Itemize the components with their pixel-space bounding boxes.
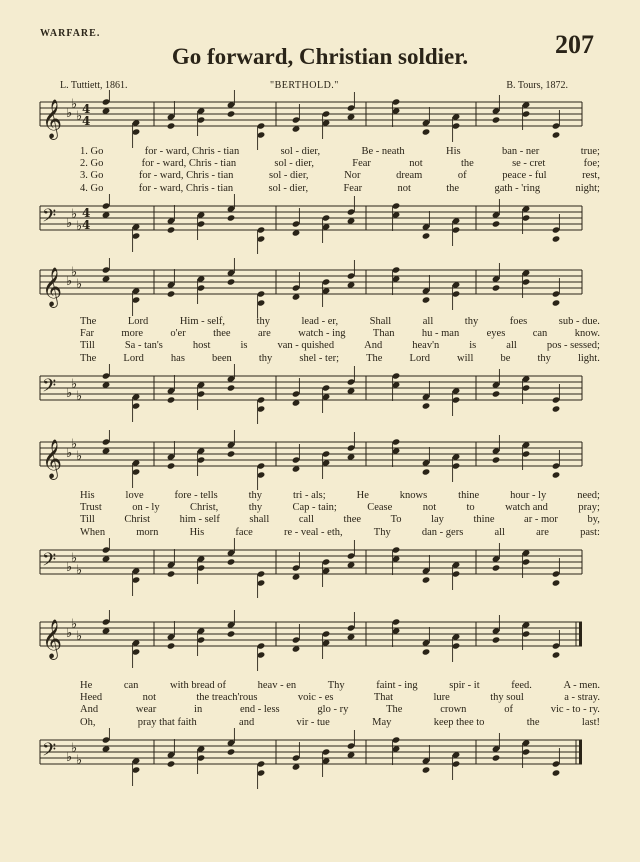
lyric-syllable: And [364, 340, 383, 352]
lyric-syllable: been [211, 352, 232, 364]
lyric-syllable: is [240, 340, 248, 352]
bass-clef-icon: 𝄢 [42, 550, 57, 575]
flat-icon: ♭ [66, 216, 73, 231]
lyric-syllable: 4. Go [80, 182, 104, 194]
lyric-syllable: can [123, 680, 139, 691]
lyric-syllable: all [494, 526, 505, 538]
lyric-syllable: Sa - tan's [124, 340, 163, 352]
lyric-syllable: not [397, 182, 411, 194]
lyric-syllable: last! [581, 716, 600, 728]
bass-clef-icon: 𝄢 [42, 740, 57, 765]
staff-lines [40, 442, 582, 466]
lyric-verse-2 [80, 502, 600, 514]
lyric-syllable: watch - ing [298, 328, 346, 340]
lyric-syllable: know. [574, 328, 600, 340]
lyric-syllable: Till [80, 514, 95, 526]
lyric-syllable: Thy [373, 526, 391, 538]
lyric-syllable: Him - self, [179, 316, 226, 327]
lyric-syllable: spir - it [449, 680, 480, 691]
treble-clef-icon: 𝄞 [42, 439, 63, 479]
notehead [422, 402, 431, 409]
notehead [492, 456, 501, 463]
lyric-syllable: the [526, 716, 540, 728]
notehead [492, 564, 501, 571]
lyric-syllable: gath - 'ring [494, 182, 541, 194]
notehead [422, 232, 431, 239]
lyric-syllable: The [80, 352, 97, 364]
lyric-syllable: to [466, 502, 475, 514]
notehead [422, 648, 431, 655]
lyric-syllable: sol - dier, [268, 182, 309, 194]
lyric-syllable: The [386, 704, 403, 716]
flat-icon: ♭ [71, 265, 78, 280]
notehead [167, 570, 176, 577]
lyric-syllable: 2. Go [80, 158, 104, 170]
lyric-syllable: the treach'rous [196, 692, 258, 704]
treble-staff-3 [36, 430, 586, 490]
lyric-syllable: end - less [239, 704, 280, 716]
lyric-syllable: for - ward, Chris - tian [141, 158, 237, 170]
lyrics-block-4 [80, 680, 600, 729]
lyric-syllable: love [125, 490, 144, 501]
lyric-syllable: the [460, 158, 474, 170]
lyric-syllable: all [422, 316, 434, 327]
lyric-syllable: Be - neath [361, 146, 405, 157]
notehead [492, 116, 501, 123]
lyric-syllable: The [366, 352, 383, 364]
lyric-syllable: host [192, 340, 211, 352]
lyric-syllable: by, [587, 514, 600, 526]
lyric-syllable: heav - en [257, 680, 297, 691]
notehead [552, 299, 561, 306]
final-barline [579, 622, 582, 646]
lyric-syllable: Than [372, 328, 395, 340]
bass-clef-icon: 𝄢 [42, 376, 57, 401]
lyric-syllable: eyes [486, 328, 506, 340]
lyric-syllable: Trust [80, 502, 102, 514]
lyric-syllable: van - quished [277, 340, 335, 352]
flat-icon: ♭ [76, 563, 83, 578]
section-label: WARFARE. [40, 28, 101, 39]
treble-clef-icon: 𝄞 [42, 619, 63, 659]
notehead [552, 579, 561, 586]
lyric-syllable: To [390, 514, 402, 526]
notehead [167, 760, 176, 767]
lyric-syllable: fore - tells [174, 490, 218, 501]
lyric-verse-4 [80, 183, 600, 195]
flat-icon: ♭ [71, 617, 78, 632]
tune-name: "BERTHOLD." [270, 80, 339, 91]
lyrics-block-1 [80, 146, 600, 195]
lyric-syllable: will [457, 352, 474, 364]
lyric-verse-1 [80, 680, 600, 692]
staff-lines [40, 376, 582, 400]
notehead [167, 462, 176, 469]
lyric-syllable: When [80, 526, 106, 538]
time-signature: 4 [82, 114, 91, 128]
lyric-syllable: sub - due. [558, 316, 600, 327]
lyric-syllable: thy [537, 352, 551, 364]
lyric-syllable: is [469, 340, 477, 352]
treble-staff-4 [36, 610, 586, 674]
lyric-syllable: Christ [124, 514, 151, 526]
lyric-syllable: re - veal - eth, [284, 526, 343, 538]
lyric-syllable: pos - sessed; [546, 340, 600, 352]
lyric-syllable: vir - tue [296, 716, 330, 728]
lyric-syllable: watch and [505, 502, 548, 514]
lyric-syllable: Christ, [190, 502, 219, 514]
hymn-title: Go forward, Christian soldier. [171, 44, 469, 69]
lyric-syllable: His [80, 490, 95, 501]
lyric-syllable: sol - dier, [274, 158, 314, 170]
lyric-syllable: of [504, 704, 513, 716]
notehead [492, 390, 501, 397]
lyric-syllable: not [142, 692, 156, 704]
notehead [227, 384, 236, 391]
notehead [167, 122, 176, 129]
lyric-syllable: shall [249, 514, 270, 526]
lyric-syllable: hour - ly [510, 490, 547, 501]
notehead [422, 576, 431, 583]
lyric-syllable: of [457, 170, 467, 182]
notehead [552, 471, 561, 478]
lyric-syllable: past: [580, 526, 600, 538]
lyric-verse-1 [80, 316, 600, 328]
lyric-syllable: sol - dier, [280, 146, 321, 157]
lyric-syllable: knows [399, 490, 428, 501]
bass-staff-3 [36, 538, 586, 598]
lyric-syllable: not [422, 502, 437, 514]
flat-icon: ♭ [71, 377, 78, 392]
lyric-syllable: thee [343, 514, 362, 526]
lyric-syllable: thee [213, 328, 231, 340]
lyric-syllable: heav'n [412, 340, 440, 352]
lyric-syllable: wear [135, 704, 157, 716]
lyric-syllable: 3. Go [80, 170, 104, 182]
lyric-verse-2 [80, 328, 600, 340]
notehead [167, 396, 176, 403]
notehead [227, 278, 236, 285]
lyric-syllable: Lord [123, 352, 144, 364]
lyric-syllable: more [121, 328, 143, 340]
lyric-syllable: thy [256, 316, 270, 327]
lyric-syllable: all [506, 340, 517, 352]
lyric-syllable: And [80, 704, 99, 716]
lyric-syllable: for - ward, Chris - tian [138, 170, 234, 182]
lyric-syllable: ban - ner [501, 146, 540, 157]
notehead [492, 636, 501, 643]
flat-icon: ♭ [76, 753, 83, 768]
flat-icon: ♭ [76, 109, 83, 124]
lyric-syllable: him - self [179, 514, 220, 526]
lyric-syllable: thy [248, 502, 263, 514]
lyric-syllable: not [409, 158, 423, 170]
flat-icon: ♭ [76, 219, 83, 234]
notehead [422, 766, 431, 773]
lyric-syllable: thine [473, 514, 495, 526]
lyric-syllable: morn [136, 526, 159, 538]
lyric-verse-2 [80, 692, 600, 704]
lyric-syllable: ar - mor [524, 514, 558, 526]
author-credit: L. Tuttiett, 1861. [60, 80, 128, 91]
lyric-syllable: faint - ing [376, 680, 418, 691]
time-signature: 4 [82, 206, 91, 220]
lyric-syllable: need; [577, 490, 600, 501]
time-signature: 4 [82, 218, 91, 232]
lyric-verse-2 [80, 158, 600, 170]
flat-icon: ♭ [66, 386, 73, 401]
flat-icon: ♭ [76, 449, 83, 464]
lyric-syllable: Oh, [80, 716, 96, 728]
flat-icon: ♭ [76, 277, 83, 292]
staff-lines [40, 102, 582, 126]
notehead [227, 214, 236, 221]
lyric-syllable: in [194, 704, 203, 716]
bass-clef-icon: 𝄢 [42, 206, 57, 231]
lyric-syllable: shel - ter; [299, 352, 340, 364]
lyric-syllable: be [500, 352, 511, 364]
lyric-syllable: A - men. [563, 680, 600, 691]
notehead [552, 651, 561, 658]
bass-staff-2 [36, 364, 586, 424]
lyric-syllable: Fear [352, 158, 371, 170]
lyric-verse-4 [80, 527, 600, 539]
notehead [552, 131, 561, 138]
flat-icon: ♭ [66, 750, 73, 765]
lyric-syllable: He [80, 680, 93, 691]
lyric-syllable: a - stray. [564, 692, 600, 704]
lyric-syllable: Nor [344, 170, 361, 182]
treble-staff-2 [36, 258, 586, 318]
notehead [552, 405, 561, 412]
lyric-syllable: has [170, 352, 185, 364]
lyric-syllable: Cap - tain; [292, 502, 337, 514]
notehead [422, 296, 431, 303]
lyric-syllable: rest, [582, 170, 600, 182]
lyric-syllable: face [235, 526, 253, 538]
lyric-syllable: Fear [343, 182, 363, 194]
flat-icon: ♭ [66, 446, 73, 461]
lyric-syllable: thy soul [490, 692, 524, 704]
staff-lines [40, 270, 582, 294]
lyric-syllable: se - cret [512, 158, 546, 170]
staff-lines [40, 622, 582, 646]
lyric-verse-4 [80, 717, 600, 729]
flat-icon: ♭ [71, 437, 78, 452]
lyric-syllable: lure [433, 692, 450, 704]
lyric-verse-3 [80, 340, 600, 352]
lyric-syllable: pray; [578, 502, 600, 514]
lyrics-block-2 [80, 316, 600, 365]
lyric-syllable: hu - man [421, 328, 460, 340]
lyric-syllable: The [80, 316, 97, 327]
lyric-syllable: crown [440, 704, 467, 716]
lyric-syllable: feed. [511, 680, 532, 691]
lyric-syllable: sol - dier, [269, 170, 309, 182]
lyric-syllable: vic - to - ry. [550, 704, 600, 716]
lyric-syllable: May [372, 716, 392, 728]
lyric-verse-3 [80, 514, 600, 526]
flat-icon: ♭ [71, 551, 78, 566]
lyric-syllable: are [536, 526, 549, 538]
treble-clef-icon: 𝄞 [42, 267, 63, 307]
lyric-syllable: thy [258, 352, 273, 364]
lyric-syllable: 1. Go [80, 146, 104, 157]
flat-icon: ♭ [66, 560, 73, 575]
lyric-syllable: His [446, 146, 461, 157]
flat-icon: ♭ [76, 389, 83, 404]
staff-lines [40, 740, 582, 764]
lyric-syllable: the [446, 182, 460, 194]
final-barline [579, 740, 582, 764]
lyric-syllable: pray that faith [137, 716, 197, 728]
flat-icon: ♭ [71, 741, 78, 756]
notehead [492, 284, 501, 291]
notehead [552, 235, 561, 242]
lyric-syllable: Lord [127, 316, 149, 327]
notehead [492, 220, 501, 227]
lyric-syllable: Far [80, 328, 94, 340]
treble-clef-icon: 𝄞 [42, 99, 63, 139]
lyric-verse-1 [80, 146, 600, 158]
lyric-syllable: glo - ry [317, 704, 349, 716]
lyric-syllable: dan - gers [421, 526, 464, 538]
composer-credit: B. Tours, 1872. [506, 80, 568, 91]
lyric-syllable: thy [464, 316, 479, 327]
lyric-syllable: for - ward, Chris - tian [138, 182, 234, 194]
notehead [227, 748, 236, 755]
lyric-syllable: That [373, 692, 394, 704]
notehead [552, 769, 561, 776]
lyric-syllable: Till [80, 340, 95, 352]
notehead [422, 468, 431, 475]
lyric-syllable: thy [248, 490, 263, 501]
notehead [492, 754, 501, 761]
flat-icon: ♭ [71, 207, 78, 222]
lyric-syllable: Cease [367, 502, 393, 514]
lyrics-block-3 [80, 490, 600, 539]
lyric-syllable: call [298, 514, 314, 526]
flat-icon: ♭ [66, 106, 73, 121]
hymn-number: 207 [555, 30, 594, 59]
lyric-verse-1 [80, 490, 600, 502]
lyric-syllable: Shall [369, 316, 392, 327]
flat-icon: ♭ [66, 626, 73, 641]
bass-staff-4 [36, 728, 586, 792]
lyric-verse-3 [80, 704, 600, 716]
staff-lines [40, 206, 582, 230]
lyric-syllable: foe; [583, 158, 600, 170]
lyric-syllable: keep thee to [433, 716, 485, 728]
lyric-syllable: His [189, 526, 205, 538]
lyric-verse-4 [80, 353, 600, 365]
notehead [227, 630, 236, 637]
bass-staff-1 [36, 194, 586, 254]
flat-icon: ♭ [71, 97, 78, 112]
time-signature: 4 [82, 102, 91, 116]
lyric-syllable: and [239, 716, 255, 728]
notehead [167, 226, 176, 233]
flat-icon: ♭ [76, 629, 83, 644]
lyric-verse-3 [80, 170, 600, 182]
notehead [227, 110, 236, 117]
lyric-syllable: Thy [327, 680, 345, 691]
lyric-syllable: tri - als; [293, 490, 326, 501]
lyric-syllable: true; [580, 146, 600, 157]
lyric-syllable: voic - es [297, 692, 334, 704]
staff-lines [40, 550, 582, 574]
lyric-syllable: night; [575, 182, 600, 194]
notehead [167, 642, 176, 649]
lyric-syllable: lead - er, [301, 316, 339, 327]
lyric-syllable: can [532, 328, 548, 340]
lyric-syllable: foes [509, 316, 528, 327]
notehead [422, 128, 431, 135]
notehead [167, 290, 176, 297]
lyric-syllable: dream [396, 170, 423, 182]
lyric-syllable: for - ward, Chris - tian [144, 146, 240, 157]
lyric-syllable: on - ly [132, 502, 160, 514]
lyric-syllable: o'er [170, 328, 186, 340]
lyric-syllable: thine [458, 490, 480, 501]
flat-icon: ♭ [66, 274, 73, 289]
notehead [227, 558, 236, 565]
lyric-syllable: He [356, 490, 369, 501]
lyric-syllable: peace - ful [502, 170, 547, 182]
lyric-syllable: Heed [80, 692, 103, 704]
lyric-syllable: Lord [409, 352, 430, 364]
notehead [227, 450, 236, 457]
treble-staff-1 [36, 90, 586, 150]
lyric-syllable: are [258, 328, 271, 340]
lyric-syllable: with bread of [170, 680, 227, 691]
lyric-syllable: light. [577, 352, 600, 364]
lyric-syllable: lay [431, 514, 444, 526]
